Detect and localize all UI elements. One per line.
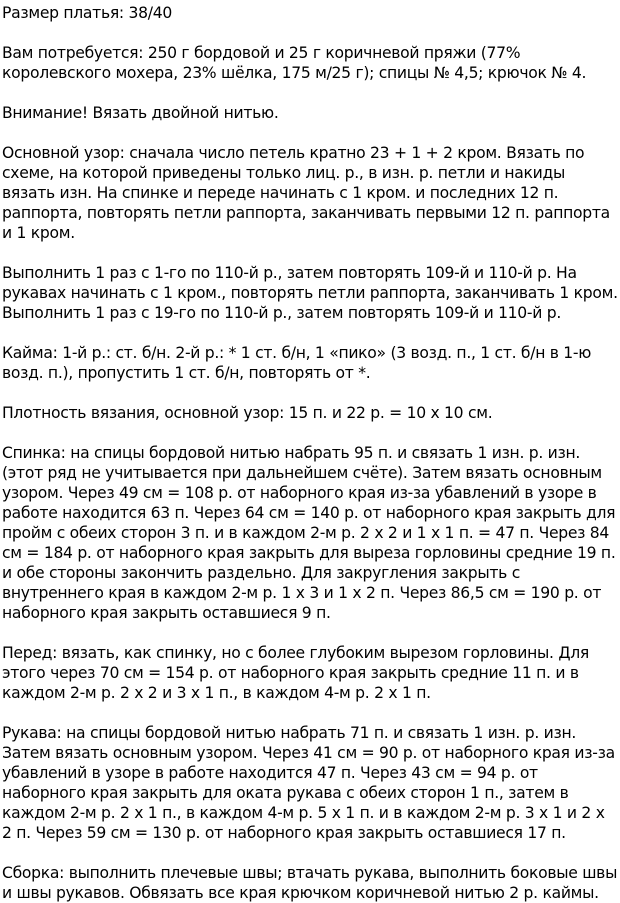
main-pattern-paragraph: Основной узор: сначала число петель кратно 23 + 1 + 2 кром. Вязать по схеме, на которой приведены только лиц. р., в изн. р. петли и накиды вязать изн. На спинке и переде начинать с 1 кром. и последних 12 п. раппорта, повторять петли раппорта, заканчивать первыми 12 п. раппорта и 1 кром.: [2, 144, 610, 242]
front-paragraph: Перед: вязать, как спинку, но с более глубоким вырезом горловины. Для этого через 70 см = 154 р. от наборного края закрыть средние 11 п. и в каждом 2-м р. 2 х 2 и 3 х 1 п., в каждом 4-м р. 2 х 1 п.: [2, 644, 589, 702]
materials-paragraph: Вам потребуется: 250 г бордовой и 25 г коричневой пряжи (77% королевского мохера, 23% шёлка, 175 м/25 г); спицы № 4,5; крючок № 4.: [2, 44, 587, 82]
paragraph-spacer: [2, 423, 618, 443]
paragraph-spacer: [2, 703, 618, 723]
paragraph-spacer: [2, 843, 618, 863]
paragraph-spacer: [2, 243, 618, 263]
dress-size-line: Размер платья: 38/40: [2, 4, 172, 22]
paragraph-spacer: [2, 623, 618, 643]
gauge-paragraph: Плотность вязания, основной узор: 15 п. и 22 р. = 10 х 10 см.: [2, 404, 493, 422]
back-paragraph: Спинка: на спицы бордовой нитью набрать 95 п. и связать 1 изн. р. изн. (этот ряд не учитывается при дальнейшем счёте). Затем вязать основным узором. Через 49 см = 108 р. от наборного края из-за убавлений в узоре в работе находится 63 п. Через 64 см = 140 р. от наборного края закрыть для пройм с обеих сторон 3 п. и в каждом 2-м р. 2 х 2 и 1 х 1 п. = 47 п. Через 84 см = 184 р. от наборного края закрыть для выреза горловины средние 19 п. и обе стороны закончить раздельно. Для закругления закрыть с внутреннего края в каждом 2-м р. 1 х 3 и 1 х 2 п. Через 86,5 см = 190 р. от наборного края закрыть оставшиеся 9 п.: [2, 444, 616, 622]
paragraph-spacer: [2, 123, 618, 143]
paragraph-spacer: [2, 323, 618, 343]
sleeves-paragraph: Рукава: на спицы бордовой нитью набрать 71 п. и связать 1 изн. р. изн. Затем вязать основным узором. Через 41 см = 90 р. от наборного края из-за убавлений в узоре в работе находится 47 п. Через 43 см = 94 р. от наборного края закрыть для оката рукава с обеих сторон 1 п., затем в каждом 2-м р. 2 х 1 п., в каждом 4-м р. 5 х 1 п. и в каждом 2-м р. 3 х 1 и 2 х 2 п. Через 59 см = 130 р. от наборного края закрыть оставшиеся 17 п.: [2, 724, 615, 842]
repeat-instructions-paragraph: Выполнить 1 раз с 1-го по 110-й р., затем повторять 109-й и 110-й р. На рукавах начинать с 1 кром., повторять петли раппорта, заканчивать 1 кром. Выполнить 1 раз с 19-го по 110-й р., затем повторять 109-й и 110-й р.: [2, 264, 618, 322]
paragraph-spacer: [2, 383, 618, 403]
paragraph-spacer: [2, 83, 618, 103]
border-paragraph: Кайма: 1-й р.: ст. б/н. 2-й р.: * 1 ст. б/н, 1 «пико» (3 возд. п., 1 ст. б/н в 1-ю возд. п.), пропустить 1 ст. б/н, повторять от *.: [2, 344, 592, 382]
attention-note: Внимание! Вязать двойной нитью.: [2, 104, 279, 122]
paragraph-spacer: [2, 23, 618, 43]
assembly-paragraph: Сборка: выполнить плечевые швы; втачать рукава, выполнить боковые швы и швы рукавов. Обвязать все края крючком коричневой нитью 2 р. каймы.: [2, 864, 618, 902]
